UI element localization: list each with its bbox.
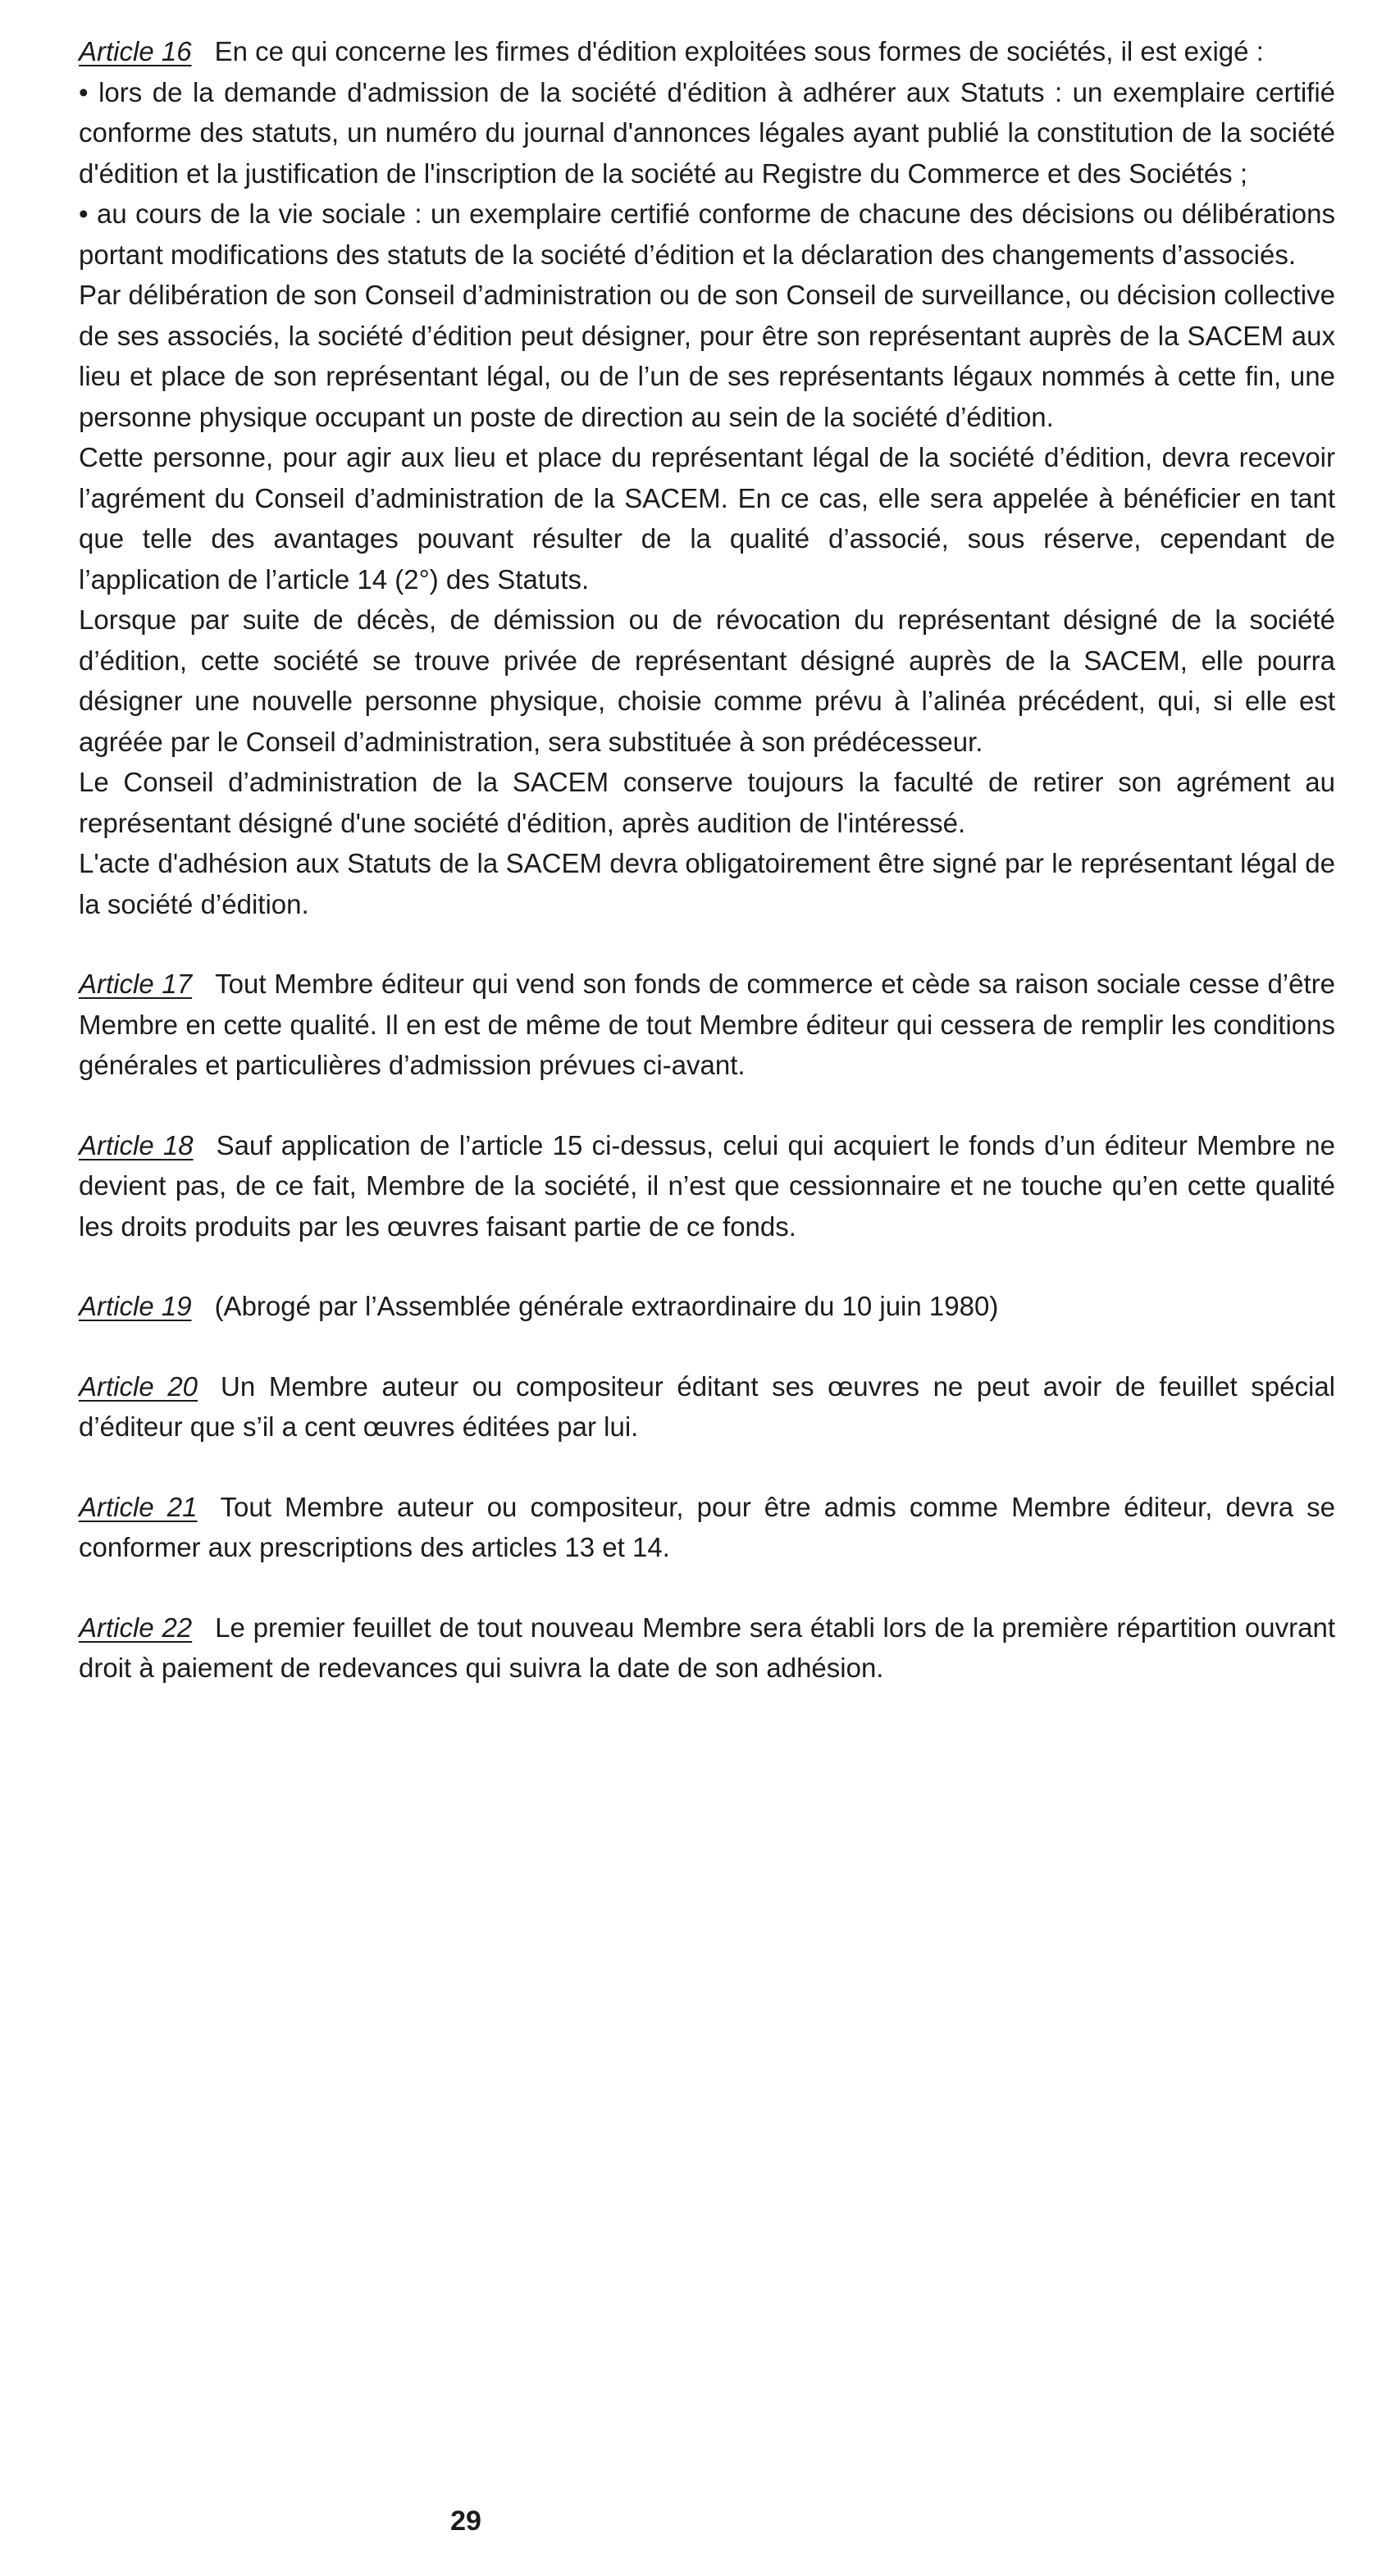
article-label: Article 19 (79, 1291, 192, 1321)
article-paragraph: Par délibération de son Conseil d’administration ou de son Conseil de surveillance, ou décision collective de ses associés, la société d’édition peut désigner, pour être son représentant auprès de la SACEM aux lieu et place de son représentant légal, ou de l’un de ses représentants légaux nommés à cette fin, une personne physique occupant un poste de direction au sein de la société d’édition. (79, 280, 1335, 432)
article-text: Le premier feuillet de tout nouveau Membre sera établi lors de la première répartition ouvrant droit à paiement de redevances qui suivra la date de son adhésion. (79, 1612, 1335, 1683)
bullet-paragraph: • au cours de la vie sociale : un exemplaire certifié conforme de chacune des décisions ou délibérations portant modifications des statuts de la société d’édition et la déclaration des changements d’associés. (79, 198, 1335, 270)
article-18 (79, 1125, 1335, 1247)
article-label: Article 22 (79, 1612, 193, 1643)
article-paragraph: Le Conseil d’administration de la SACEM conserve toujours la faculté de retirer son agrément au représentant désigné d'une société d'édition, après audition de l'intéressé. (79, 767, 1335, 838)
article-text: En ce qui concerne les firmes d'édition exploitées sous formes de sociétés, il est exigé : (214, 36, 1264, 66)
article-paragraph: Lorsque par suite de décès, de démission ou de révocation du représentant désigné de la société d’édition, cette société se trouve privée de représentant désigné auprès de la SACEM, elle pourra désigner une nouvelle personne physique, choisie comme prévu à l’alinéa précédent, qui, si elle est agréée par le Conseil d’administration, sera substituée à son prédécesseur. (79, 604, 1335, 757)
article-text: Sauf application de l’article 15 ci-dessus, celui qui acquiert le fonds d’un éditeur Membre ne devient pas, de ce fait, Membre de la société, il n’est que cessionnaire et ne touche qu’en cette qualité les droits produits par les œuvres faisant partie de ce fonds. (79, 1129, 1336, 1242)
article-paragraph (79, 1286, 1335, 1327)
article-17 (79, 964, 1335, 1086)
article-text: Tout Membre éditeur qui vend son fonds de commerce et cède sa raison sociale cesse d’être Membre en cette qualité. Il en est de même de tout Membre éditeur qui cessera de remplir les conditions générales et particulières d’admission prévues ci-avant. (79, 969, 1335, 1080)
article-paragraph (79, 1125, 1335, 1247)
article-label: Article 20 (79, 1370, 198, 1402)
article-text: Tout Membre auteur ou compositeur, pour être admis comme Membre éditeur, devra se conformer aux prescriptions des articles 13 et 14. (79, 1491, 1336, 1562)
document-page (79, 31, 1335, 1689)
article-19 (79, 1286, 1335, 1327)
article-paragraph (79, 1607, 1335, 1689)
article-paragraph: L'acte d'adhésion aux Statuts de la SACEM devra obligatoirement être signé par le représentant légal de la société d’édition. (79, 848, 1335, 919)
article-label: Article 16 (79, 36, 192, 66)
article-paragraph (79, 31, 1335, 72)
article-paragraph (79, 1366, 1335, 1448)
article-paragraph (79, 964, 1335, 1086)
article-paragraph: Cette personne, pour agir aux lieu et place du représentant légal de la société d’édition, devra recevoir l’agrément du Conseil d’administration de la SACEM. En ce cas, elle sera appelée à bénéficier en tant que telle des avantages pouvant résulter de la qualité d’associé, sous réserve, cependant de l’application de l’article 14 (2°) des Statuts. (79, 442, 1335, 595)
article-20 (79, 1366, 1335, 1448)
article-text: (Abrogé par l’Assemblée générale extraordinaire du 10 juin 1980) (214, 1291, 999, 1321)
article-16 (79, 31, 1335, 924)
page-number: 29 (450, 2505, 481, 2537)
article-paragraph (79, 1487, 1335, 1568)
article-label: Article 21 (79, 1491, 198, 1522)
article-label: Article 18 (79, 1129, 194, 1160)
bullet-paragraph: • lors de la demande d'admission de la société d'édition à adhérer aux Statuts : un exemplaire certifié conforme des statuts, un numéro du journal d'annonces légales ayant publié la constitution de la société d'édition et la justification de l'inscription de la société au Registre du Commerce et des Sociétés ; (79, 76, 1335, 189)
article-21 (79, 1487, 1335, 1568)
article-label: Article 17 (79, 969, 193, 999)
article-text: Un Membre auteur ou compositeur éditant ses œuvres ne peut avoir de feuillet spécial d’éditeur que s’il a cent œuvres éditées par lui. (79, 1370, 1335, 1442)
article-22 (79, 1607, 1335, 1689)
